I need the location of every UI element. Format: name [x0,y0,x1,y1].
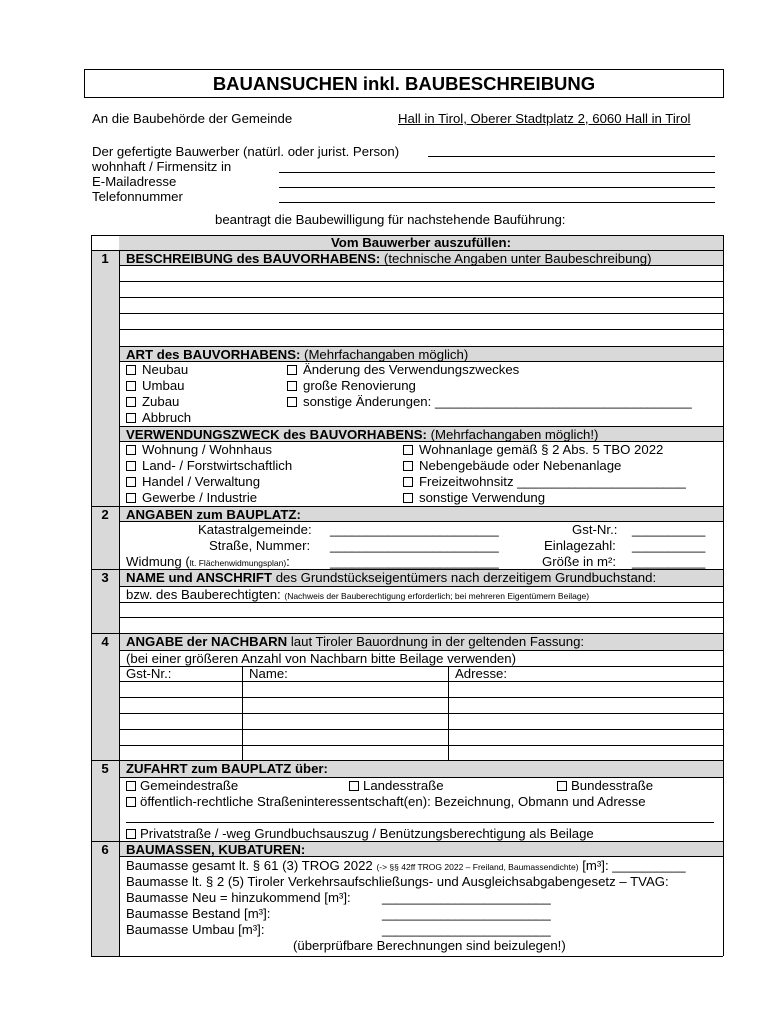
checkbox-aenderung-verwendungszweck[interactable]: Änderung des Verwendungszweckes [287,362,692,378]
checkbox-renovierung[interactable]: große Renovierung [287,378,692,394]
email-field[interactable] [279,187,715,188]
authority-label: An die Baubehörde der Gemeinde [92,111,293,126]
section-number-2: 2 [101,507,109,522]
checkbox-interessentschaft[interactable]: öffentlich-rechtliche Straßeninteressentschaft(en): Bezeichnung, Obmann und Adresse [126,794,646,809]
checkbox-neubau[interactable]: Neubau [126,362,191,378]
section5-title: ZUFAHRT zum BAUPLATZ über: [126,761,328,776]
section-number-6: 6 [101,842,109,857]
checkbox-wohnanlage[interactable]: Wohnanlage gemäß § 2 Abs. 5 TBO 2022 [403,442,686,458]
checkbox-nebengebaeude[interactable]: Nebengebäude oder Nebenanlage [403,458,686,474]
col-name-header: Name: [249,666,288,681]
baumasse-neu-label: Baumasse Neu = hinzukommend [m³]: [126,890,351,905]
section-number-1: 1 [101,251,109,266]
section3-title: NAME und ANSCHRIFT des Grundstückseigentümers nach derzeitigem Grundbuchstand: [126,570,657,585]
baumasse-bestand-field[interactable]: _______________________ [382,906,551,921]
art-left-list [126,362,191,426]
berechnung-note: (überprüfbare Berechnungen sind beizulegen!) [293,938,566,953]
phone-label: Telefonnummer [92,189,183,204]
widmung-label: Widmung (lt. Flächenwidmungsplan): [126,554,290,569]
table-header: Vom Bauwerber auszufüllen: [330,235,511,250]
kg-label: Katastralgemeinde: [198,522,312,537]
size-field[interactable]: __________ [632,554,706,569]
ez-label: Einlagezahl: [544,538,616,553]
section1-title: BESCHREIBUNG des BAUVORHABENS: (technische Angaben unter Baubeschreibung) [126,251,652,266]
art-right-list [287,362,692,410]
checkbox-gewerbe[interactable]: Gewerbe / Industrie [126,490,292,506]
email-label: E-Mailadresse [92,174,177,189]
checkbox-bundesstrasse[interactable]: Bundesstraße [557,778,653,793]
phone-field[interactable] [279,202,715,203]
use-left-list [126,442,292,506]
kg-field[interactable]: _______________________ [330,522,499,537]
section4-title: ANGABE der NACHBARN laut Tiroler Bauordnung in der geltenden Fassung: [126,634,585,649]
section-number-5: 5 [101,761,109,776]
checkbox-handel[interactable]: Handel / Verwaltung [126,474,292,490]
checkbox-privatstrasse[interactable]: Privatstraße / -weg Grundbuchsauszug / Benützungsberechtigung als Beilage [126,826,594,841]
street-field[interactable]: _______________________ [330,538,499,553]
col-gst-header: Gst-Nr.: [126,666,172,681]
residence-field[interactable] [279,172,715,173]
street-label: Straße, Nummer: [209,538,311,553]
authority-address: Hall in Tirol, Oberer Stadtplatz 2, 6060 Hall in Tirol [398,111,691,126]
art-heading: ART des BAUVORHABENS: (Mehrfachangaben möglich) [126,347,469,362]
col-address-header: Adresse: [455,666,508,681]
checkbox-zubau[interactable]: Zubau [126,394,191,410]
gst-label: Gst-Nr.: [572,522,618,537]
checkbox-sonstige-verwendung[interactable]: sonstige Verwendung [403,490,686,506]
baumasse-neu-field[interactable]: _______________________ [382,890,551,905]
baumasse-umbau-label: Baumasse Umbau [m³]: [126,922,265,937]
baumasse-gesamt: Baumasse gesamt lt. § 61 (3) TROG 2022 (-> §§ 42ff TROG 2022 – Freiland, Baumassendichte) [m³]: __________ [126,858,686,873]
checkbox-freizeitwohnsitz[interactable]: Freizeitwohnsitz _______________________ [403,474,686,490]
interessentschaft-field[interactable] [126,822,714,823]
section-number-4: 4 [101,634,109,649]
residence-label: wohnhaft / Firmensitz in [92,159,232,174]
baumasse-tvag: Baumasse lt. § 2 (5) Tiroler Verkehrsaufschließungs- und Ausgleichsabgabengesetz – TVAG: [126,874,669,889]
baumasse-bestand-label: Baumasse Bestand [m³]: [126,906,271,921]
applicant-label: Der gefertigte Bauwerber (natürl. oder jurist. Person) [92,144,400,159]
checkbox-abbruch[interactable]: Abbruch [126,410,191,426]
baumasse-umbau-field[interactable]: _______________________ [382,922,551,937]
checkbox-wohnung[interactable]: Wohnung / Wohnhaus [126,442,292,458]
ez-field[interactable]: __________ [632,538,706,553]
section6-title: BAUMASSEN, KUBATUREN: [126,842,306,857]
section-number-3: 3 [101,570,109,585]
request-text: beantragt die Baubewilligung für nachstehende Bauführung: [215,212,566,227]
widmung-field[interactable]: _______________________ [330,554,499,569]
checkbox-umbau[interactable]: Umbau [126,378,191,394]
checkbox-landesstrasse[interactable]: Landesstraße [349,778,444,793]
form-title: BAUANSUCHEN inkl. BAUBESCHREIBUNG [84,69,724,98]
checkbox-landwirtschaft[interactable]: Land- / Forstwirtschaftlich [126,458,292,474]
checkbox-gemeindestrasse[interactable]: Gemeindestraße [126,778,238,793]
checkbox-sonstige-aenderungen[interactable]: sonstige Änderungen: ___________________________________ [287,394,692,410]
applicant-field[interactable] [428,156,715,157]
section2-title: ANGABEN zum BAUPLATZ: [126,507,301,522]
use-right-list [403,442,686,506]
size-label: Größe in m²: [542,554,617,569]
section3-sub: bzw. des Bauberechtigten: (Nachweis der Bauberechtigung erforderlich; bei mehreren Eigentümern Beilage) [126,587,590,602]
section4-sub: (bei einer größeren Anzahl von Nachbarn bitte Beilage verwenden) [126,651,516,666]
gst-field[interactable]: __________ [632,522,706,537]
use-heading: VERWENDUNGSZWECK des BAUVORHABENS: (Mehrfachangaben möglich!) [126,427,599,442]
